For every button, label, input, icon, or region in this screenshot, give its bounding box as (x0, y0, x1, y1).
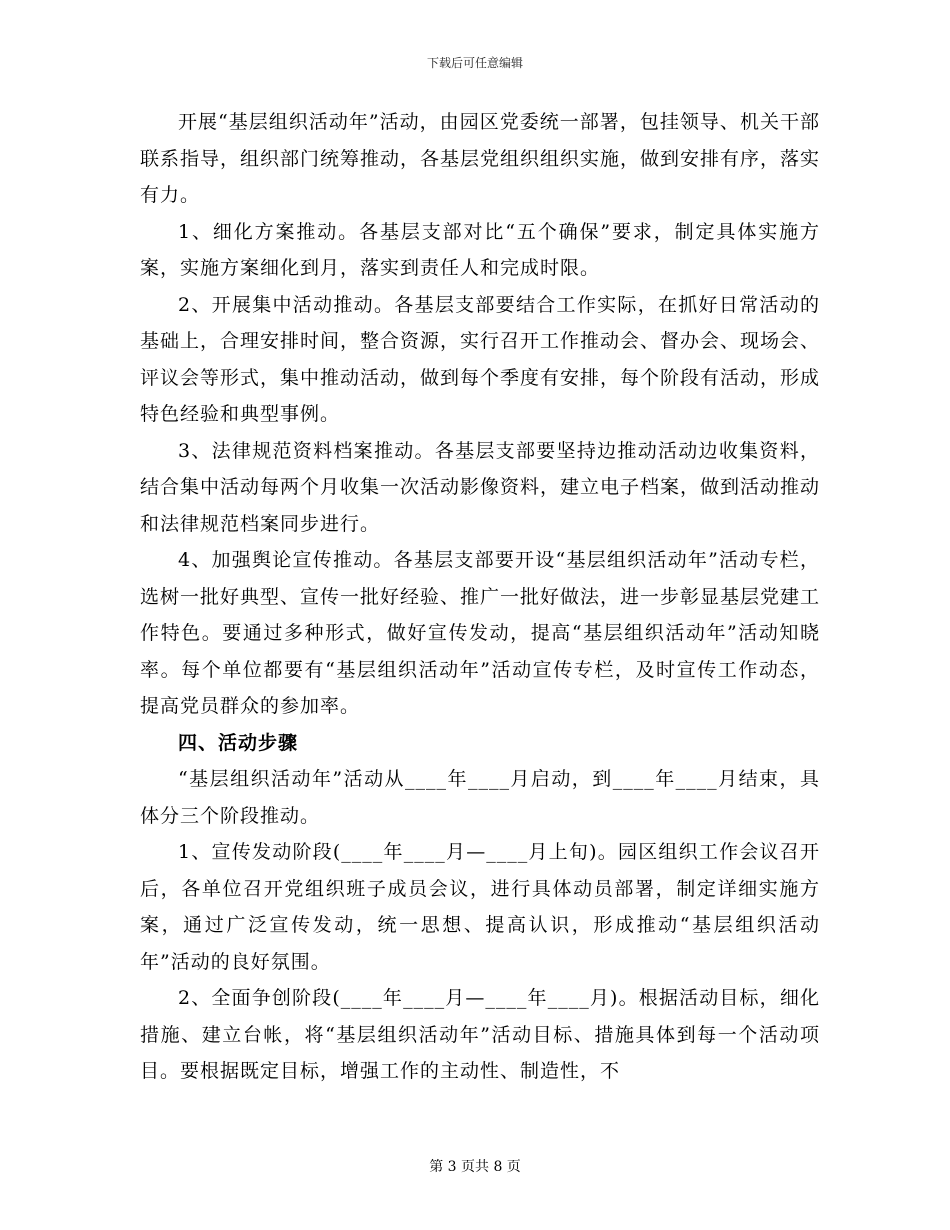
section-heading: 四、活动步骤 (178, 731, 299, 754)
paragraph: 1、细化方案推动。各基层支部对比“五个确保”要求，制定具体实施方案，实施方案细化到月，落实到责任人和完成时限。 (140, 220, 820, 279)
paragraph: “基层组织活动年”活动从____年____月启动，到____年____月结束，具体分三个阶段推动。 (140, 768, 820, 827)
paragraph: 2、开展集中活动推动。各基层支部要结合工作实际，在抓好日常活动的基础上，合理安排时间，整合资源，实行召开工作推动会、督办会、现场会、评议会等形式，集中推动活动，做到每个季度有安排，每个阶段有活动，形成特色经验和典型事例。 (140, 293, 821, 425)
paragraph: 2、全面争创阶段(____年____月—____年____月)。根据活动目标，细化措施、建立台帐，将“基层组织活动年”活动目标、措施具体到每一个活动项目。要根据既定目标，增强工作的主动性、制造性，不 (140, 987, 820, 1082)
paragraph: 3、法律规范资料档案推动。各基层支部要坚持边推动活动边收集资料，结合集中活动每两个月收集一次活动影像资料，建立电子档案，做到活动推动和法律规范档案同步进行。 (140, 439, 821, 535)
page-header: 下载后可任意编辑 (426, 56, 523, 70)
paragraph: 4、加强舆论宣传推动。各基层支部要开设“基层组织活动年”活动专栏，选树一批好典型、宣传一批好经验、推广一批好做法，进一步彰显基层党建工作特色。要通过多种形式，做好宣传发动，提高“基层组织活动年”活动知晓率。每个单位都要有“基层组织活动年”活动宣传专栏，及时宣传工作动态，提高党员群众的参加率。 (140, 549, 821, 717)
paragraph: 开展“基层组织活动年”活动，由园区党委统一部署，包挂领导、机关干部联系指导，组织部门统筹推动，各基层党组织组织实施，做到安排有序，落实有力。 (140, 111, 821, 206)
paragraph: 1、宣传发动阶段(____年____月—____月上旬)。园区组织工作会议召开后，各单位召开党组织班子成员会议，进行具体动员部署，制定详细实施方案，通过广泛宣传发动，统一思想、提高认识，形成推动“基层组织活动年”活动的良好氛围。 (140, 841, 820, 973)
document-body (140, 104, 820, 1090)
page-footer: 第 3 页共 8 页 (429, 1159, 521, 1175)
